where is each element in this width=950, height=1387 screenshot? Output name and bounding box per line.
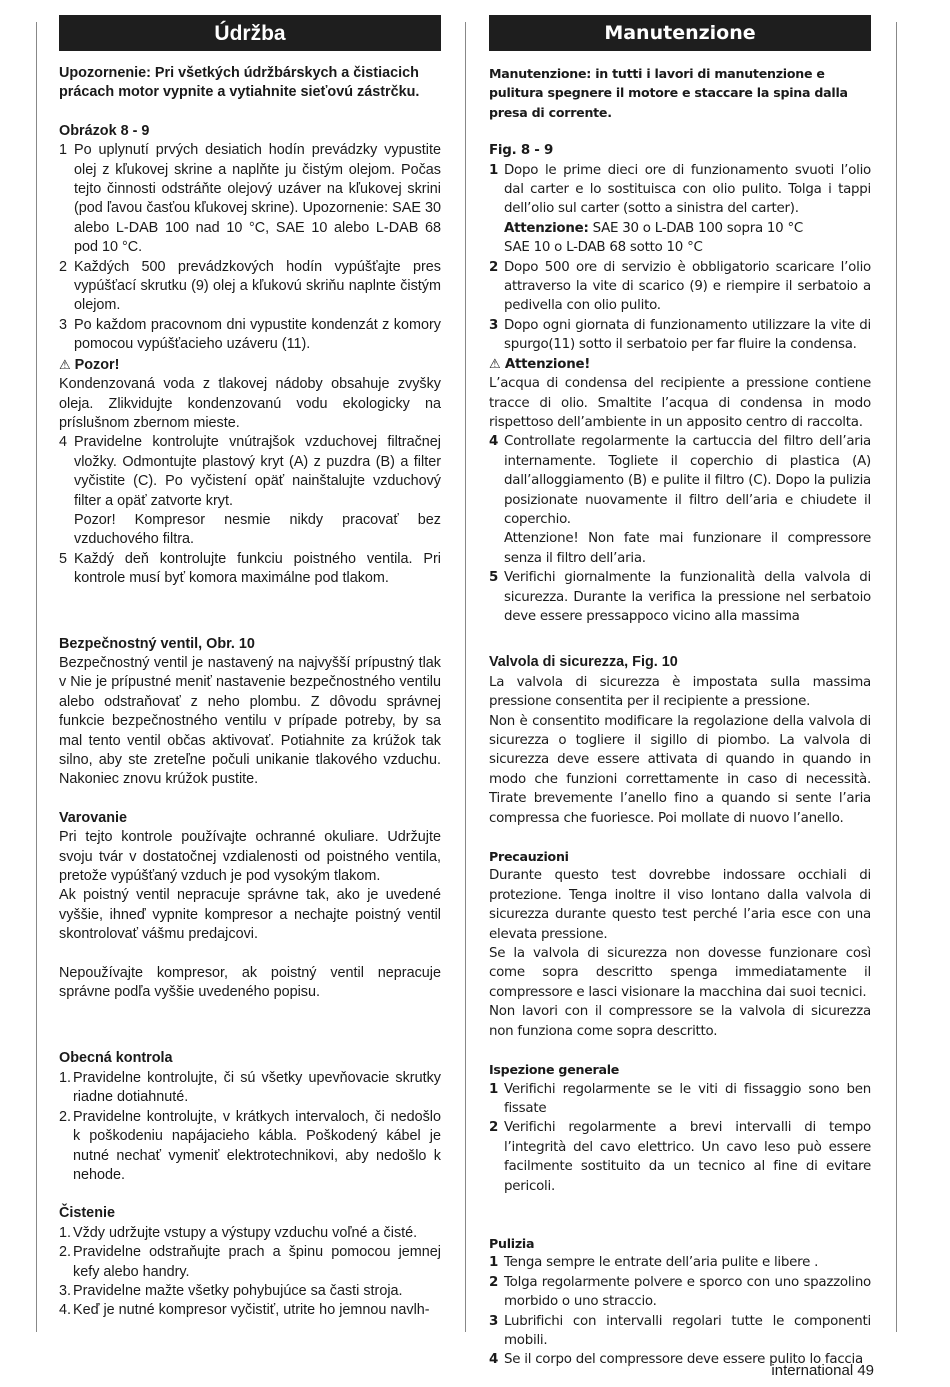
warning-paragraph: Ak poistný ventil nepracuje správne tak, ako je uvedené vyššie, ihneď vypnite kompresor a nechajte poistný ventil skontrolovať vášmu predajcovi. bbox=[59, 887, 441, 943]
list-item: 5 Verifichi giornalmente la funzionalità della valvola di sicurezza. Durante la verifica la pressione nel serbatoio deve essere pressappoco vicino alla massima bbox=[489, 570, 871, 624]
list-item: 2. Pravidelne kontrolujte, v krátkych intervaloch, či nedošlo k poškodeniu napájacieho kábla. Poškodený kábel je nutné nechať vymeniť elektrotechnikovi, aby nedošlo k nehode. bbox=[59, 1108, 441, 1183]
warning-triangle-icon: ⚠ bbox=[59, 356, 71, 372]
list-item: 3 Lubrifichi con intervalli regolari tutte le componenti mobili. bbox=[489, 1313, 871, 1348]
list-item: 4 Controllate regolarmente la cartuccia del filtro dell’aria internamente. Togliete il coperchio di plastica (A) dall’alloggiamento (B) e pulite il filtro (C). Dopo la pulizia posizionate nuovamente il filtro dell’aria e chiudete il coperchio. Attenzione! Non fate mai funzionare il compressore senza il filtro dell’aria. bbox=[489, 434, 871, 566]
list-item: 3. Pravidelne mažte všetky pohybujúce sa časti stroja. bbox=[59, 1282, 403, 1299]
center-column-rule bbox=[465, 22, 466, 1332]
caution-text: L’acqua di condensa del recipiente a pressione contiene tracce di olio. Smaltite l’acqua di condensa in modo rispettoso dell’ambiente in un apposito centro di raccolta. bbox=[489, 376, 871, 430]
list-item: 3 Po každom pracovnom dni vypustite kondenzát z komory pomocou vypúšťacieho uzáveru (11). bbox=[59, 316, 441, 353]
left-margin-rule bbox=[36, 22, 37, 1332]
cleaning-heading: Pulizia bbox=[489, 1235, 535, 1251]
caution-text: Kondenzovaná voda z tlakovej nádoby obsahuje zvyšky oleja. Zlikvidujte kondenzovanú vodu ekologicky na príslušnom zbernom mieste. bbox=[59, 376, 441, 431]
list-item: 5 Každý deň kontrolujte funkciu poistného ventila. Pri kontrole musí byť komora maximálne pod tlakom. bbox=[59, 550, 441, 587]
italian-column bbox=[489, 15, 871, 1370]
precautions-paragraph: Non lavori con il compressore se la valvola di sicurezza non funziona come sopra descritto. bbox=[489, 1004, 871, 1039]
list-item: 1 Tenga sempre le entrate dell’aria pulite e libere . bbox=[489, 1255, 819, 1271]
warning-paragraph: Pri tejto kontrole používajte ochranné okuliare. Udržujte svoju tvár v dostatočnej vzdialenosti od poistného ventila, pretože vypúšťaný vzduch je pod vysokým tlakom. bbox=[59, 829, 441, 885]
list-item: 1 Po uplynutí prvých desiatich hodín prevádzky vypustite olej z kľukovej skrine a naplňte ju čistým olejom. Počas tejto činnosti odstráňte olejový uzáver na kľukovej skrini (pod ľavou časťou kľukovej skrine). Upozornenie: SAE 30 alebo L-DAB 100 nad 10 °C, SAE 10 alebo L-DAB 68 pod 10 °C. bbox=[59, 142, 441, 256]
list-item: 1 Dopo le prime dieci ore di funzionamento svuoti l’olio dal carter e lo sostituisca con olio pulito. Tolga i tappi dell’olio sul carter (sotto a sinistra del carter). Attenzione: SAE 30 o L-DAB 100 sopra 10 °C SAE 10 o L-DAB 68 sotto 10 °C bbox=[489, 162, 871, 256]
maintenance-warning: Upozornenie: Pri všetkých údržbárskych a čistiacich prácach motor vypnite a vytiahnite sieťovú zástrčku. bbox=[59, 65, 420, 101]
caution-heading: ⚠ Attenzione! bbox=[489, 356, 591, 372]
precautions-paragraph: Se la valvola di sicurezza non dovesse funzionare così come sopra descritto spenga immediatamente il compressore e lasci visionare la macchina dai suoi tecnici. bbox=[489, 946, 871, 1000]
list-item: 4 Pravidelne kontrolujte vnútrajšok vzduchovej filtračnej vložky. Odmontujte plastový kryt (A) z puzdra (B) a filter vyčistite (C). Po vyčistení opäť nainštalujte vzduchový filter a opäť zatvorte kryt. Pozor! Kompresor nesmie nikdy pracovať bez vzduchového filtra. bbox=[59, 434, 441, 548]
list-item: 2 Každých 500 prevádzkových hodín vypúšťajte pres vypúšťací skrutku (9) olej a kľukovú skriňu naplnte čistým olejom. bbox=[59, 258, 441, 314]
list-item: 2. Pravidelne odstraňujte prach a špinu pomocou jemnej kefy alebo handry. bbox=[59, 1244, 441, 1280]
section-header-manutenzione: Manutenzione bbox=[489, 15, 871, 51]
precautions-heading: Precauzioni bbox=[489, 849, 569, 865]
list-item: 1. Pravidelne kontrolujte, či sú všetky upevňovacie skrutky riadne dotiahnuté. bbox=[59, 1069, 441, 1106]
list-item: 1. Vždy udržujte vstupy a výstupy vzduchu voľné a čisté. bbox=[59, 1224, 418, 1241]
figure-heading: Obrázok 8 - 9 bbox=[59, 122, 150, 139]
list-item: 2 Dopo 500 ore di servizio è obbligatorio scaricare l’olio attraverso la vite di scarico (9) e riempire il serbatoio a pedivella con olio pulito. bbox=[489, 259, 871, 314]
slovak-column bbox=[59, 15, 441, 1321]
general-check-heading: Obecná kontrola bbox=[59, 1050, 173, 1067]
list-item: 3 Dopo ogni giornata di funzionamento utilizzare la vite di spurgo(11) sotto il serbatoio per far fluire la condensa. bbox=[489, 317, 871, 353]
list-item: 2 Tolga regolarmente polvere e sporco con uno spazzolino morbido o uno straccio. bbox=[489, 1274, 871, 1310]
warning-triangle-icon: ⚠ bbox=[489, 356, 501, 372]
figure-heading: Fig. 8 - 9 bbox=[489, 143, 554, 159]
safety-valve-heading: Bezpečnostný ventil, Obr. 10 bbox=[59, 635, 255, 652]
list-item: 4. Keď je nutné kompresor vyčistiť, utrite ho jemnou navlh- bbox=[59, 1302, 430, 1319]
list-item: 4 Se il corpo del compressore deve essere pulito lo faccia bbox=[489, 1352, 863, 1368]
general-inspection-heading: Ispezione generale bbox=[489, 1062, 620, 1078]
page-footer: international 49 bbox=[771, 1362, 874, 1379]
list-item: 2 Verifichi regolarmente a brevi intervalli di tempo l’integrità del cavo elettrico. Un cavo leso può essere facilmente sostituito da un tecnico al fine di evitare pericoli. bbox=[489, 1120, 871, 1194]
warning-paragraph: Nepoužívajte kompresor, ak poistný ventil nepracuje správne podľa vyššie uvedeného popisu. bbox=[59, 964, 441, 1001]
section-header-udrzba: Údržba bbox=[59, 15, 441, 51]
caution-heading: ⚠ Pozor! bbox=[59, 356, 120, 373]
maintenance-warning: Manutenzione: in tutti i lavori di manutenzione e pulitura spegnere il motore e staccare la spina dalla presa di corrente. bbox=[489, 66, 848, 120]
list-item: 1 Verifichi regolarmente se le viti di fissaggio sono ben fissate bbox=[489, 1081, 871, 1116]
safety-valve-text: Non è consentito modificare la regolazione della valvola di sicurezza o togliere il sigillo di piombo. La valvola di sicurezza deve essere attivata di quando in quando in modo che funzioni correttamente in caso di necessità. Tirate brevemente l’anello fino a quando si sente l’aria compressa che fuoriesce. Poi mollate di nuovo l’anello. bbox=[489, 713, 871, 826]
safety-valve-heading: Valvola di sicurezza, Fig. 10 bbox=[489, 654, 678, 671]
safety-valve-text: La valvola di sicurezza è impostata sulla massima pressione consentita per il recipiente a pressione. bbox=[489, 674, 871, 710]
warning-heading: Varovanie bbox=[59, 809, 127, 826]
precautions-paragraph: Durante questo test dovrebbe indossare occhiali di protezione. Tenga inoltre il viso lontano dalla valvola di sicurezza durante questo test perché l’aria esce con una elevata pressione. bbox=[489, 868, 871, 942]
cleaning-heading: Čistenie bbox=[59, 1205, 115, 1222]
safety-valve-text: Bezpečnostný ventil je nastavený na najvyšší prípustný tlak v Nie je prípustné meniť nastavenie bezpečnostného ventilu alebo odstraňovať z neho plombu. Z dôvodu správnej funkcie bezpečnostného ventilu v prípade potreby, by sa mal tento ventil občas aktivovať. Potiahnite za krúžok tak silno, aby ste zreteľne počuli unikanie tlakového vzduchu. Nakoniec znovu krúžok pustite. bbox=[59, 654, 441, 788]
right-margin-rule bbox=[896, 22, 897, 1332]
